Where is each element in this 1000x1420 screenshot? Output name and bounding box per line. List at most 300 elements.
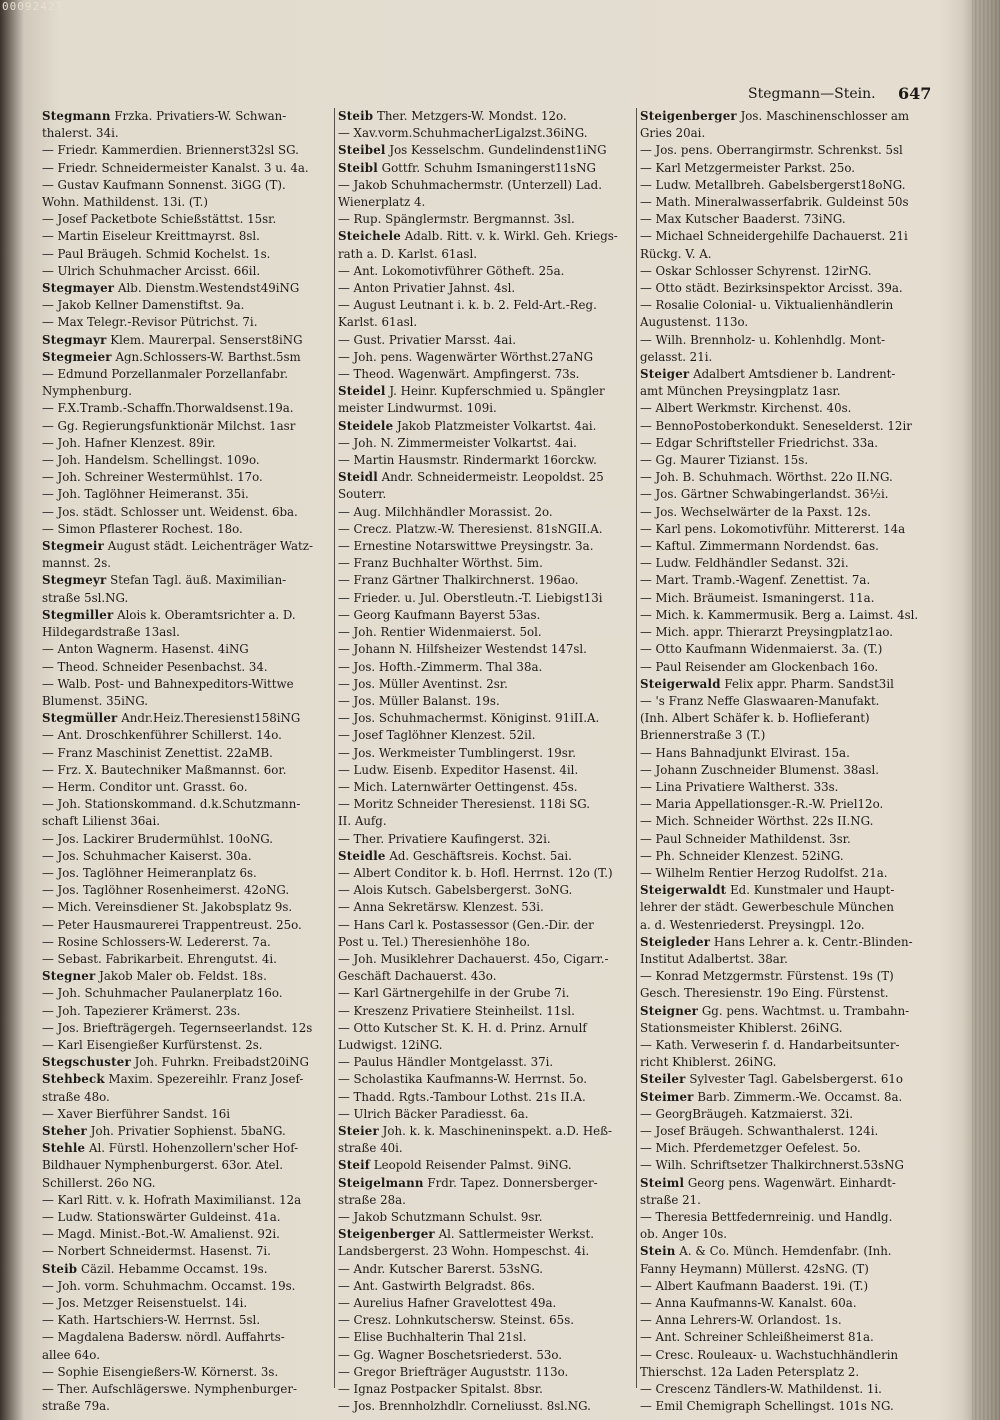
entry-text: — Jos. Hofth.-Zimmerm. Thal 38a.	[338, 659, 543, 674]
directory-entry	[42, 366, 330, 383]
entry-text: Hildegardstraße 13asl.	[42, 625, 180, 640]
entry-text: — Lina Privatiere Waltherst. 33s.	[640, 779, 839, 794]
directory-entry	[640, 1089, 940, 1106]
entry-text: — Gregor Briefträger Auguststr. 113o.	[338, 1364, 569, 1379]
directory-entry	[640, 108, 940, 125]
directory-entry	[42, 486, 330, 503]
entry-text: — Kath. Hartschiers-W. Herrnst. 5sl.	[42, 1313, 261, 1328]
entry-text: Frzka. Privatiers-W. Schwan-	[114, 109, 287, 123]
entry-text: straße 79a.	[42, 1399, 110, 1414]
surname-heading: Steiml	[640, 1175, 685, 1190]
surname-heading: Stegmayr	[42, 332, 107, 347]
surname-heading: Stegner	[42, 969, 96, 984]
directory-entry	[338, 1261, 636, 1278]
entry-text: — Josef Taglöhner Klenzest. 52il.	[338, 728, 536, 743]
directory-entry	[338, 796, 636, 813]
directory-entry	[338, 624, 636, 641]
entry-text: — Karl pens. Lokomotivführ. Mittererst. 14a	[640, 521, 906, 536]
directory-entry	[640, 693, 940, 710]
directory-entry	[338, 934, 636, 951]
entry-text: — Joh. Schuhmacher Paulanerplatz 16o.	[42, 986, 283, 1001]
entry-text: — Albert Werkmstr. Kirchenst. 40s.	[640, 401, 852, 416]
entry-text: Gg. pens. Wachtmst. u. Trambahn-	[701, 1003, 910, 1018]
entry-text: — Mich. Laternwärter Oettingenst. 45s.	[338, 779, 578, 794]
directory-entry	[640, 469, 940, 486]
directory-entry	[338, 486, 636, 503]
directory-entry	[640, 246, 940, 263]
entry-text: — Crecz. Platzw.-W. Theresienst. 81sNGII.A.	[338, 521, 603, 536]
entry-text: Alb. Dienstm.Westendst49iNG	[117, 281, 300, 296]
entry-text: — Frz. X. Bautechniker Maßmannst. 6or.	[42, 762, 287, 777]
entry-text: — Mich. Vereinsdiener St. Jakobsplatz 9s.	[42, 900, 293, 915]
entry-text: — GeorgBräugeh. Katzmaierst. 32i.	[640, 1106, 854, 1121]
entry-text: — Emil Chemigraph Schellingst. 101s NG.	[640, 1399, 894, 1414]
entry-text: — Georg Kaufmann Bayerst 53as.	[338, 607, 541, 622]
directory-entry	[338, 349, 636, 366]
entry-text: Agn.Schlossers-W. Barthst.5sm	[115, 349, 301, 364]
directory-entry	[42, 435, 330, 452]
directory-entry	[42, 1347, 330, 1364]
directory-entry	[42, 1381, 330, 1398]
entry-text: — Alois Kutsch. Gabelsbergerst. 3oNG.	[338, 883, 573, 898]
entry-text: August städt. Leichenträger Watz-	[107, 539, 313, 554]
entry-text: — Max Telegr.-Revisor Pütrichst. 7i.	[42, 315, 258, 330]
directory-entry	[42, 779, 330, 796]
entry-text: Joh. k. k. Maschineninspekt. a.D. Heß-	[382, 1123, 612, 1138]
surname-heading: Steier	[338, 1123, 379, 1138]
directory-entry	[338, 314, 636, 331]
directory-entry	[338, 1364, 636, 1381]
entry-text: Ludwigst. 12iNG.	[338, 1037, 443, 1052]
entry-text: — Joh. Tapezierer Krämerst. 23s.	[42, 1003, 241, 1018]
entry-text: Karlst. 61asl.	[338, 315, 418, 330]
directory-entry	[640, 555, 940, 572]
entry-text: — Gg. Maurer Tizianst. 15s.	[640, 453, 809, 468]
entry-text: — Thadd. Rgts.-Tambour Lothst. 21s II.A.	[338, 1089, 586, 1104]
entry-text: — Sebast. Fabrikarbeit. Ehrengutst. 4i.	[42, 951, 277, 966]
entry-text: — Anna Sekretärsw. Klenzest. 53i.	[338, 900, 544, 915]
entry-text: Post u. Tel.) Theresienhöhe 18o.	[338, 934, 531, 949]
entry-text: Rückg. V. A.	[640, 246, 712, 261]
entry-text: Wohn. Mathildenst. 13i. (T.)	[42, 195, 208, 210]
surname-heading: Steigleder	[640, 934, 711, 949]
entry-text: — Cresc. Rouleaux- u. Wachstuchhändlerin	[640, 1347, 899, 1362]
entry-text: — Andr. Kutscher Barerst. 53sNG.	[338, 1261, 543, 1276]
entry-text: — Hans Carl k. Postassessor (Gen.-Dir. der	[338, 917, 594, 932]
entry-text: — Sophie Eisengießers-W. Körnerst. 3s.	[42, 1364, 279, 1379]
entry-text: — Franz Gärtner Thalkirchnerst. 196ao.	[338, 573, 579, 588]
entry-text: Institut Adalbertst. 38ar.	[640, 951, 788, 966]
directory-entry	[640, 332, 940, 349]
directory-entry	[42, 452, 330, 469]
entry-text: — Magd. Minist.-Bot.-W. Amalienst. 92i.	[42, 1227, 280, 1242]
directory-entry	[338, 555, 636, 572]
directory-entry	[42, 263, 330, 280]
entry-text: — Mart. Tramb.-Wagenf. Zenettist. 7a.	[640, 573, 871, 588]
directory-entry	[338, 1123, 636, 1140]
surname-heading: Stegmeir	[42, 539, 105, 554]
entry-text: — Theresia Bettfedernreinig. und Handlg.	[640, 1210, 893, 1224]
entry-text: — Frieder. u. Jul. Oberstleutn.-T. Liebigst13i	[338, 590, 603, 605]
directory-entry	[640, 1243, 940, 1260]
directory-entry	[42, 934, 330, 951]
directory-entry	[42, 831, 330, 848]
surname-heading: Stegmüller	[42, 711, 118, 726]
directory-entry	[42, 1054, 330, 1071]
surname-heading: Stegmann	[42, 109, 111, 123]
directory-entry	[640, 263, 940, 280]
directory-entry	[42, 917, 330, 934]
directory-entry	[640, 572, 940, 589]
entry-text: Frdr. Tapez. Donnersberger-	[427, 1175, 598, 1190]
entry-text: — Ant. Gastwirth Belgradst. 86s.	[338, 1278, 536, 1293]
entry-text: (Inh. Albert Schäfer k. b. Hoflieferant)	[640, 711, 870, 726]
directory-entry	[338, 1312, 636, 1329]
entry-text: — Karl Gärtnergehilfe in der Grube 7i.	[338, 986, 570, 1001]
entry-text: — Karl Metzgermeister Parkst. 25o.	[640, 160, 856, 175]
directory-entry	[640, 745, 940, 762]
directory-entry	[640, 400, 940, 417]
entry-text: — Ulrich Schuhmacher Arcisst. 66il.	[42, 263, 261, 278]
entry-text: — Math. Mineralwasserfabrik. Guldeinst 50s	[640, 195, 909, 210]
directory-entry	[338, 659, 636, 676]
surname-heading: Stegmeyr	[42, 573, 107, 588]
directory-entry	[640, 590, 940, 607]
directory-entry	[640, 968, 940, 985]
directory-entry	[338, 160, 636, 177]
directory-entry	[640, 538, 940, 555]
entry-text: Cäzil. Hebamme Occamst. 19s.	[80, 1261, 268, 1276]
entry-text: — Kreszenz Privatiere Steinheilst. 11sl.	[338, 1003, 575, 1018]
entry-text: — BennoPostoberkondukt. Seneselderst. 12ir	[640, 418, 912, 433]
directory-entry	[640, 177, 940, 194]
directory-entry	[338, 813, 636, 830]
entry-text: straße 21.	[640, 1192, 701, 1207]
entry-text: — Xav.vorm.SchuhmacherLigalzst.36iNG.	[338, 126, 588, 141]
entry-text: — Elise Buchhalterin Thal 21sl.	[338, 1330, 527, 1345]
directory-entry	[42, 142, 330, 159]
directory-entry	[42, 1071, 330, 1088]
directory-entry	[338, 1192, 636, 1209]
directory-entry	[338, 1398, 636, 1415]
directory-entry	[640, 1398, 940, 1415]
entry-text: — Crescenz Tändlers-W. Mathildenst. 1i.	[640, 1382, 882, 1397]
directory-entry	[640, 813, 940, 830]
entry-text: straße 5sl.NG.	[42, 590, 129, 605]
directory-entry	[640, 1329, 940, 1346]
entry-text: Al. Fürstl. Hohenzollern'scher Hof-	[89, 1141, 299, 1156]
entry-text: Andr. Schneidermeistr. Leopoldst. 25	[381, 470, 604, 485]
entry-text: — 's Franz Neffe Glaswaaren-Manufakt.	[640, 693, 880, 708]
entry-text: — Albert Conditor k. b. Hofl. Herrnst. 12o (T.)	[338, 865, 613, 880]
directory-entry	[42, 538, 330, 555]
entry-text: — Joh. Handelsm. Schellingst. 109o.	[42, 453, 260, 468]
entry-text: ob. Anger 10s.	[640, 1227, 728, 1242]
entry-text: — Kaftul. Zimmermann Nordendst. 6as.	[640, 539, 879, 554]
entry-text: Adalbert Amtsdiener b. Landrent-	[693, 367, 896, 382]
directory-entry	[640, 1106, 940, 1123]
entry-text: — Ludw. Eisenb. Expeditor Hasenst. 4il.	[338, 762, 579, 777]
entry-text: Ther. Metzgers-W. Mondst. 12o.	[376, 109, 567, 123]
directory-column-3	[640, 108, 940, 1415]
directory-entry	[640, 917, 940, 934]
entry-text: Briennerstraße 3 (T.)	[640, 728, 766, 743]
directory-entry	[338, 899, 636, 916]
surname-heading: Steigenberger	[640, 109, 737, 123]
directory-entry	[42, 246, 330, 263]
entry-text: straße 40i.	[338, 1141, 403, 1156]
directory-entry	[338, 727, 636, 744]
entry-text: — Jos. Taglöhner Rosenheimerst. 42oNG.	[42, 883, 290, 898]
directory-entry	[640, 1226, 940, 1243]
entry-text: — Jos. Schuhmacher Kaiserst. 30a.	[42, 848, 252, 863]
entry-text: — Joh. Rentier Widenmaierst. 5ol.	[338, 625, 542, 640]
surname-heading: Steibl	[338, 160, 378, 175]
entry-text: Stationsmeister Khiblerst. 26iNG.	[640, 1020, 843, 1035]
entry-text: — Moritz Schneider Theresienst. 118i SG.	[338, 797, 591, 812]
directory-entry	[42, 1312, 330, 1329]
directory-entry	[42, 968, 330, 985]
entry-text: — Konrad Metzgermstr. Fürstenst. 19s (T)	[640, 969, 894, 984]
entry-text: — Gg. Wagner Boschetsriederst. 53o.	[338, 1347, 562, 1362]
directory-entry	[42, 624, 330, 641]
entry-text: Geschäft Dachauerst. 43o.	[338, 969, 497, 984]
column-divider	[334, 108, 335, 1388]
directory-entry	[338, 1157, 636, 1174]
directory-entry	[338, 968, 636, 985]
entry-text: — Paul Reisender am Glockenbach 16o.	[640, 659, 879, 674]
directory-entry	[42, 383, 330, 400]
directory-entry	[640, 985, 940, 1002]
entry-text: Jakob Maler ob. Feldst. 18s.	[99, 969, 267, 984]
directory-entry	[42, 211, 330, 228]
directory-entry	[338, 1381, 636, 1398]
entry-text: — Jos. Briefträgergeh. Tegernseerlandst. 12s	[42, 1020, 313, 1035]
page-edge-stack	[972, 0, 1000, 1420]
directory-entry	[338, 1278, 636, 1295]
entry-text: — Joh. B. Schuhmach. Wörthst. 22o II.NG.	[640, 470, 893, 485]
directory-entry	[640, 607, 940, 624]
entry-text: — Edmund Porzellanmaler Porzellanfabr.	[42, 367, 288, 382]
directory-entry	[640, 211, 940, 228]
directory-entry	[42, 1157, 330, 1174]
entry-text: J. Heinr. Kupferschmied u. Spängler	[389, 384, 605, 399]
directory-entry	[640, 125, 940, 142]
entry-text: Georg pens. Wagenwärt. Einhardt-	[687, 1175, 896, 1190]
entry-text: — Theod. Wagenwärt. Ampfingerst. 73s.	[338, 367, 580, 382]
entry-text: — Otto Kaufmann Widenmaierst. 3a. (T.)	[640, 642, 883, 657]
directory-entry	[338, 848, 636, 865]
entry-text: — Martin Eiseleur Kreittmayrst. 8sl.	[42, 229, 260, 244]
page-number: 647	[898, 84, 932, 103]
directory-entry	[42, 796, 330, 813]
directory-entry	[42, 108, 330, 125]
directory-entry	[338, 1106, 636, 1123]
entry-text: — Gustav Kaufmann Sonnenst. 3iGG (T).	[42, 177, 286, 192]
directory-entry	[338, 1071, 636, 1088]
entry-text: — Ludw. Feldhändler Sedanst. 32i.	[640, 556, 849, 571]
entry-text: — Max Kutscher Baaderst. 73iNG.	[640, 212, 846, 227]
directory-entry	[640, 418, 940, 435]
surname-heading: Steher	[42, 1123, 87, 1138]
surname-heading: Steif	[338, 1158, 371, 1173]
entry-text: rath a. D. Karlst. 61asl.	[338, 246, 478, 261]
entry-text: Joh. Privatier Sophienst. 5baNG.	[90, 1123, 286, 1138]
directory-entry	[640, 1295, 940, 1312]
entry-text: — Paul Bräugeh. Schmid Kochelst. 1s.	[42, 246, 271, 261]
entry-text: — Ulrich Bäcker Paradiesst. 6a.	[338, 1106, 529, 1121]
directory-entry	[42, 314, 330, 331]
directory-entry	[640, 314, 940, 331]
entry-text: — Jos. Gärtner Schwabingerlandst. 36½i.	[640, 487, 889, 502]
entry-text: — Cresz. Lohnkutschersw. Steinst. 65s.	[338, 1313, 574, 1328]
entry-text: — Hans Bahnadjunkt Elvirast. 15a.	[640, 745, 850, 760]
directory-column-2	[338, 108, 636, 1415]
entry-text: Felix appr. Pharm. Sandst3il	[724, 676, 894, 691]
directory-entry	[42, 813, 330, 830]
entry-text: — Ant. Lokomotivführer Götheft. 25a.	[338, 263, 565, 278]
directory-entry	[42, 590, 330, 607]
directory-entry	[338, 1226, 636, 1243]
directory-entry	[640, 349, 940, 366]
entry-text: lehrer der städt. Gewerbeschule München	[640, 900, 894, 915]
entry-text: Nymphenburg.	[42, 384, 132, 399]
entry-text: a. d. Westenriederst. Preysingpl. 12o.	[640, 917, 865, 932]
surname-heading: Steiler	[640, 1072, 686, 1087]
surname-heading: Steiger	[640, 367, 690, 382]
entry-text: Leopold Reisender Palmst. 9iNG.	[373, 1158, 572, 1173]
entry-text: — Joh. Musiklehrer Dachauerst. 45o, Cigarr.-	[338, 951, 609, 966]
entry-text: — Jos. pens. Oberrangirmstr. Schrenkst. 5sl	[640, 143, 903, 158]
directory-entry	[338, 951, 636, 968]
directory-entry	[42, 418, 330, 435]
entry-text: — Ludw. Stationswärter Guldeinst. 41a.	[42, 1210, 281, 1224]
directory-entry	[338, 882, 636, 899]
directory-entry	[338, 590, 636, 607]
directory-entry	[42, 504, 330, 521]
entry-text: Ed. Kunstmaler und Haupt-	[730, 883, 895, 898]
directory-entry	[42, 332, 330, 349]
directory-entry	[42, 177, 330, 194]
directory-entry	[338, 762, 636, 779]
directory-entry	[640, 1140, 940, 1157]
directory-entry	[42, 1020, 330, 1037]
entry-text: — Walb. Post- und Bahnexpeditors-Wittwe	[42, 676, 294, 691]
directory-entry	[42, 555, 330, 572]
entry-text: — Jos. Brennholzhdlr. Corneliusst. 8sl.NG.	[338, 1399, 591, 1414]
directory-entry	[338, 400, 636, 417]
directory-entry	[338, 572, 636, 589]
entry-text: — Johann N. Hilfsheizer Westendst 147sl.	[338, 642, 587, 657]
directory-entry	[42, 521, 330, 538]
entry-text: — Franz Maschinist Zenettist. 22aMB.	[42, 745, 273, 760]
directory-entry	[640, 1123, 940, 1140]
surname-heading: Steidl	[338, 470, 378, 485]
entry-text: meister Lindwurmst. 109i.	[338, 401, 497, 416]
entry-text: — Aug. Milchhändler Morassist. 2o.	[338, 504, 553, 519]
entry-text: — Wilh. Schriftsetzer Thalkirchnerst.53sNG	[640, 1158, 904, 1173]
directory-entry	[338, 1175, 636, 1192]
directory-entry	[338, 641, 636, 658]
directory-entry	[338, 1209, 636, 1226]
entry-text: Souterr.	[338, 487, 387, 502]
entry-text: — Oskar Schlosser Schyrenst. 12irNG.	[640, 263, 872, 278]
scan-id-label: 00092427	[2, 0, 63, 13]
directory-entry	[338, 280, 636, 297]
directory-entry	[338, 676, 636, 693]
entry-text: Al. Sattlermeister Werkst.	[438, 1227, 594, 1242]
entry-text: — Anton Wagnerm. Hasenst. 4iNG	[42, 642, 249, 657]
entry-text: thalerst. 34i.	[42, 126, 119, 141]
entry-text: — Josef Bräugeh. Schwanthalerst. 124i.	[640, 1123, 879, 1138]
entry-text: — Rosalie Colonial- u. Viktualienhändlerin	[640, 298, 894, 313]
directory-entry	[640, 848, 940, 865]
entry-text: — Joh. N. Zimmermeister Volkartst. 4ai.	[338, 435, 577, 450]
directory-entry	[640, 1347, 940, 1364]
directory-entry	[640, 727, 940, 744]
directory-entry	[338, 142, 636, 159]
entry-text: — Jos. Taglöhner Heimeranplatz 6s.	[42, 865, 257, 880]
directory-entry	[42, 727, 330, 744]
directory-entry	[338, 710, 636, 727]
surname-heading: Steibel	[338, 143, 386, 158]
surname-heading: Stegschuster	[42, 1055, 131, 1070]
directory-entry	[42, 1295, 330, 1312]
entry-text: Gesch. Theresienstr. 19o Eing. Fürstenst.	[640, 986, 889, 1001]
directory-entry	[640, 641, 940, 658]
entry-text: — Gust. Privatier Marsst. 4ai.	[338, 332, 516, 347]
directory-entry	[42, 1037, 330, 1054]
directory-entry	[42, 1175, 330, 1192]
entry-text: — Norbert Schneidermst. Hasenst. 7i.	[42, 1244, 271, 1259]
entry-text: — Simon Pflasterer Rochest. 18o.	[42, 521, 243, 536]
entry-text: — Joh. Taglöhner Heimeranst. 35i.	[42, 487, 249, 502]
directory-entry	[338, 263, 636, 280]
directory-column-1	[42, 108, 330, 1415]
directory-entry	[338, 452, 636, 469]
entry-text: — Joh. Schreiner Westermühlst. 17o.	[42, 470, 263, 485]
directory-entry	[640, 486, 940, 503]
directory-entry	[338, 745, 636, 762]
entry-text: — Ernestine Notarswittwe Preysingstr. 3a.	[338, 539, 594, 554]
directory-entry	[42, 865, 330, 882]
entry-text: — Ther. Aufschlägerswe. Nymphenburger-	[42, 1382, 298, 1397]
entry-text: — Mich. Bräumeist. Ismaningerst. 11a.	[640, 590, 875, 605]
directory-entry	[640, 297, 940, 314]
surname-heading: Steidel	[338, 384, 386, 399]
entry-text: straße 28a.	[338, 1192, 406, 1207]
entry-text: Klem. Maurerpal. Senserst8iNG	[110, 332, 303, 347]
directory-entry	[338, 435, 636, 452]
entry-text: — Maria Appellationsger.-R.-W. Priel12o.	[640, 797, 884, 812]
entry-text: — Paul Schneider Mathildenst. 3sr.	[640, 831, 851, 846]
entry-text: Wienerplatz 4.	[338, 195, 426, 210]
directory-entry	[42, 1209, 330, 1226]
directory-entry	[42, 641, 330, 658]
entry-text: — Jos. städt. Schlosser unt. Weidenst. 6ba.	[42, 504, 298, 519]
entry-text: — Franz Buchhalter Wörthst. 5im.	[338, 556, 543, 571]
surname-heading: Steigelmann	[338, 1175, 424, 1190]
surname-heading: Stehle	[42, 1141, 86, 1156]
directory-entry	[640, 521, 940, 538]
directory-entry	[42, 125, 330, 142]
entry-text: — Ther. Privatiere Kaufingerst. 32i.	[338, 831, 551, 846]
directory-entry	[338, 1140, 636, 1157]
directory-entry	[640, 1054, 940, 1071]
directory-entry	[338, 194, 636, 211]
entry-text: II. Aufg.	[338, 814, 387, 829]
directory-entry	[338, 865, 636, 882]
